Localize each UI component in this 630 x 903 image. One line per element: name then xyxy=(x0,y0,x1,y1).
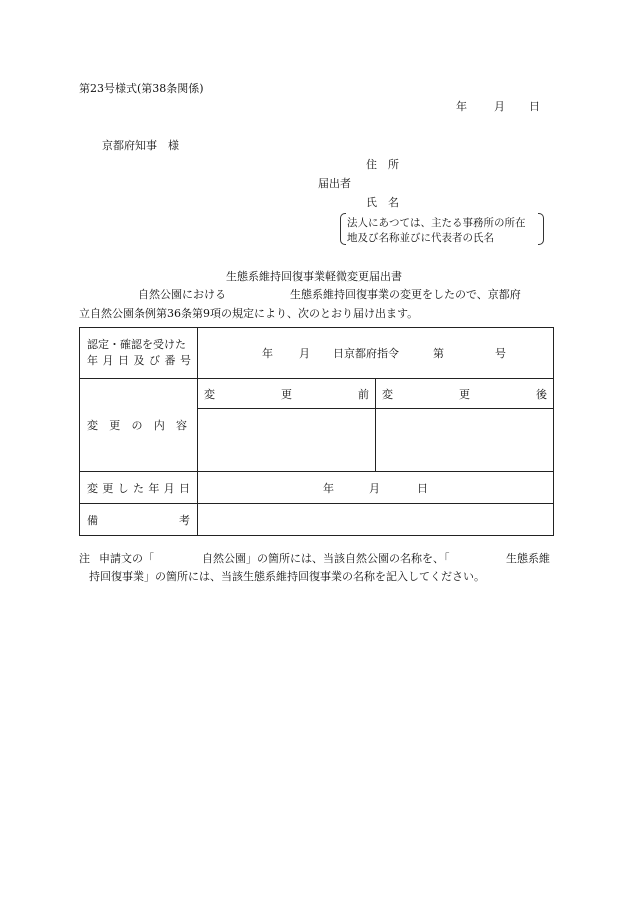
footnote-mark: 注 xyxy=(79,552,90,565)
note-line-2: 地及び名称並びに代表者の氏名 xyxy=(347,232,494,244)
footnote-line-1a: 申請文の「 xyxy=(99,552,154,565)
document-title: 生態系維持回復事業軽微変更届出書 xyxy=(226,270,402,283)
after-header-cell: 変 更 後 xyxy=(376,379,554,409)
footnote-line-1c: 生態系維 xyxy=(506,552,550,565)
change-date-label-cell: 変 更 し た 年 月 日 xyxy=(80,472,198,504)
remarks-value-cell[interactable] xyxy=(198,504,554,536)
corporate-note xyxy=(340,213,544,245)
date-year-label: 年 xyxy=(456,100,467,113)
change-content-label-cell: 変 更 の 内 容 xyxy=(80,379,198,472)
change-year-label: 年 xyxy=(323,481,334,495)
before-content-cell[interactable] xyxy=(198,409,376,472)
body-text-part-2: 生態系維持回復事業の変更をしたので、京都府 xyxy=(290,288,521,301)
footnote-line-2: 持回復事業」の箇所には、当該生態系維持回復事業の名称を記入してください。 xyxy=(89,570,485,583)
cert-year-label: 年 xyxy=(262,347,273,360)
cert-value-cell[interactable] xyxy=(198,328,554,379)
body-text-line-2: 立自然公園条例第36条第9項の規定により、次のとおり届け出ます。 xyxy=(79,307,419,320)
cert-month-label: 月 xyxy=(299,347,310,360)
applicant-label: 届出者 xyxy=(318,177,351,190)
note-bracket-left xyxy=(340,213,346,245)
after-content-cell[interactable] xyxy=(376,409,554,472)
addressee: 京都府知事 様 xyxy=(102,139,179,152)
change-month-label: 月 xyxy=(369,481,380,495)
body-text-part-1: 自然公園における xyxy=(138,288,226,301)
change-date-value-cell[interactable] xyxy=(198,472,554,504)
before-header-cell: 変 更 前 xyxy=(198,379,376,409)
footnote-line-1b: 自然公園」の箇所には、当該自然公園の名称を、「 xyxy=(202,552,450,565)
form-number-label: 第23号様式(第38条関係) xyxy=(79,82,204,95)
cert-label-cell xyxy=(80,328,198,379)
cert-number-prefix: 第 xyxy=(433,347,444,360)
change-day-label: 日 xyxy=(417,481,428,495)
address-label: 住 所 xyxy=(366,158,399,171)
remarks-label-cell: 備 考 xyxy=(80,504,198,536)
cert-day-prefecture-label: 日京都府指令 xyxy=(333,347,399,360)
note-bracket-right xyxy=(538,213,544,245)
cert-label-line-2: 年 月 日 及 び 番 号 xyxy=(87,354,191,367)
date-day-label: 日 xyxy=(529,100,540,113)
cert-label-line-1: 認定・確認を受けた xyxy=(87,338,186,351)
cert-number-suffix: 号 xyxy=(495,347,506,360)
note-line-1: 法人にあつては、主たる事務所の所在 xyxy=(347,217,526,229)
name-label: 氏 名 xyxy=(366,196,399,209)
notification-table xyxy=(79,327,554,536)
date-month-label: 月 xyxy=(494,100,505,113)
